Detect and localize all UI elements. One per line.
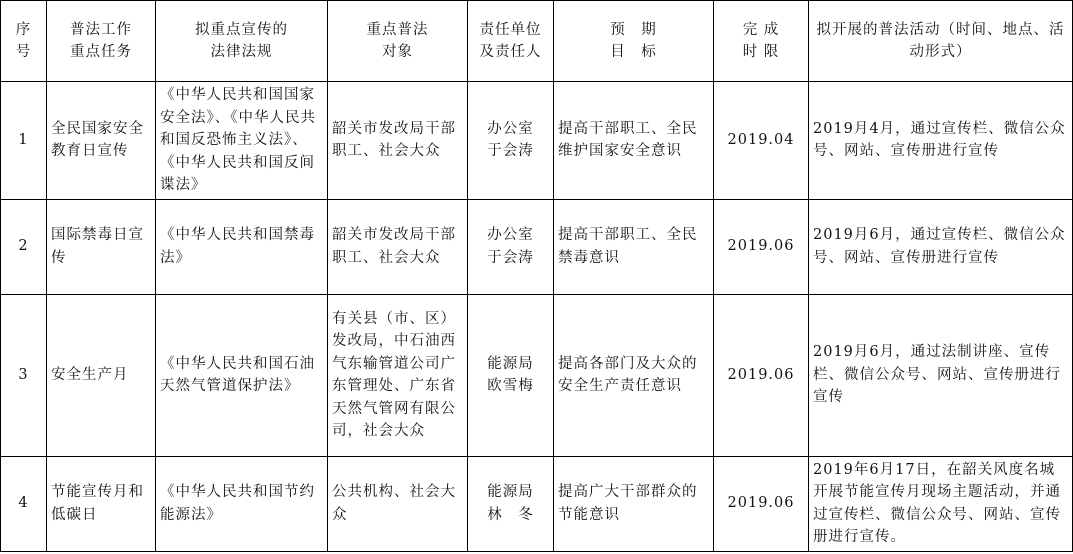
- table-row: [1, 82, 1073, 200]
- table-row: [1, 199, 1073, 294]
- header-activity: 拟开展的普法活动（时间、地点、活动形式）: [809, 1, 1073, 82]
- row-laws: 《中华人民共和国节约能源法》: [156, 456, 328, 551]
- row-activity: 2019年6月17日，在韶关风度名城开展节能宣传月现场主题活动，并通过宣传栏、微信公众号、网站、宣传册进行宣传。: [809, 456, 1073, 551]
- row-laws: 《中华人民共和国国家安全法》、《中华人民共和国反恐怖主义法》、《中华人民共和国反间谍法》: [156, 82, 328, 200]
- row-laws: 《中华人民共和国禁毒法》: [156, 199, 328, 294]
- row-responsible: 能源局 林 冬: [468, 456, 554, 551]
- header-row: [1, 1, 1073, 82]
- header-no: 序 号: [1, 1, 47, 82]
- header-responsible: 责任单位 及责任人: [468, 1, 554, 82]
- row-activity: 2019月6月，通过宣传栏、微信公众号、网站、宣传册进行宣传: [809, 199, 1073, 294]
- row-number: 4: [1, 456, 47, 551]
- header-deadline: 完 成 时 限: [714, 1, 809, 82]
- row-laws: 《中华人民共和国石油天然气管道保护法》: [156, 294, 328, 456]
- row-deadline: 2019.06: [714, 199, 809, 294]
- row-responsible: 办公室 于会涛: [468, 82, 554, 200]
- table-row: [1, 294, 1073, 456]
- row-number: 3: [1, 294, 47, 456]
- row-activity: 2019月4月，通过宣传栏、微信公众号、网站、宣传册进行宣传: [809, 82, 1073, 200]
- row-responsible: 能源局 欧雪梅: [468, 294, 554, 456]
- row-audience: 韶关市发改局干部职工、社会大众: [328, 199, 468, 294]
- header-audience: 重点普法 对象: [328, 1, 468, 82]
- row-task: 国际禁毒日宣传: [47, 199, 156, 294]
- row-goal: 提高广大干部群众的节能意识: [554, 456, 714, 551]
- header-task: 普法工作 重点任务: [47, 1, 156, 82]
- row-audience: 公共机构、社会大众: [328, 456, 468, 551]
- table-row: [1, 456, 1073, 551]
- row-deadline: 2019.04: [714, 82, 809, 200]
- row-task: 节能宣传月和低碳日: [47, 456, 156, 551]
- row-deadline: 2019.06: [714, 456, 809, 551]
- row-responsible: 办公室 于会涛: [468, 199, 554, 294]
- row-audience: 韶关市发改局干部职工、社会大众: [328, 82, 468, 200]
- row-goal: 提高干部职工、全民禁毒意识: [554, 199, 714, 294]
- header-laws: 拟重点宣传的 法律法规: [156, 1, 328, 82]
- row-number: 2: [1, 199, 47, 294]
- row-deadline: 2019.06: [714, 294, 809, 456]
- row-number: 1: [1, 82, 47, 200]
- row-task: 全民国家安全教育日宣传: [47, 82, 156, 200]
- header-goal: 预 期 目 标: [554, 1, 714, 82]
- row-goal: 提高干部职工、全民维护国家安全意识: [554, 82, 714, 200]
- row-audience: 有关县（市、区）发改局，中石油西气东输管道公司广东管理处、广东省天然气管网有限公司，社会大众: [328, 294, 468, 456]
- row-task: 安全生产月: [47, 294, 156, 456]
- row-goal: 提高各部门及大众的安全生产责任意识: [554, 294, 714, 456]
- row-activity: 2019月6月，通过法制讲座、宣传栏、微信公众号、网站、宣传册进行宣传: [809, 294, 1073, 456]
